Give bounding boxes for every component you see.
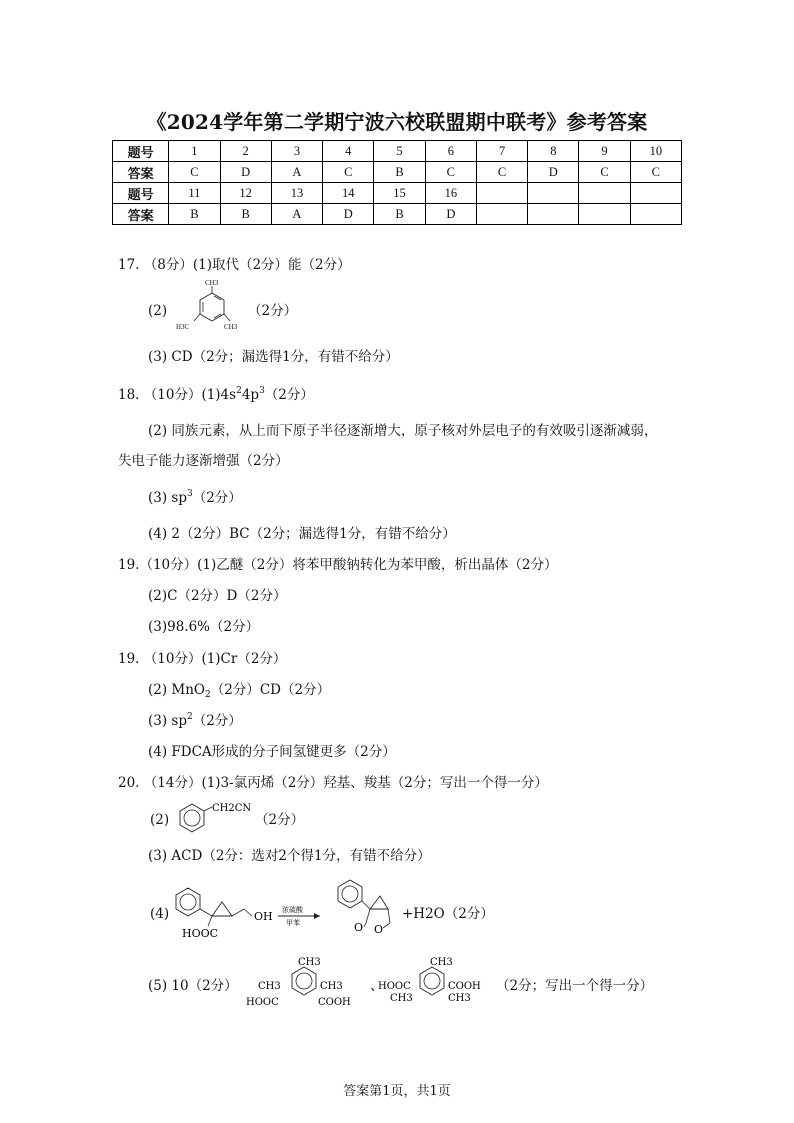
hydroxyl-label: OH <box>254 910 273 923</box>
page-title: 《2024学年第二学期宁波六校联盟期中联考》参考答案 <box>146 110 648 134</box>
q20-part4-water: +H2O（2分） <box>402 906 494 922</box>
cell <box>579 183 630 204</box>
cell: 14 <box>323 183 374 204</box>
page-footer: 答案第1页，共1页 <box>343 1084 451 1099</box>
cell <box>476 204 527 225</box>
cell: 12 <box>220 183 271 204</box>
cyano-group-label: CH2CN <box>212 803 252 814</box>
cell: C <box>476 162 527 183</box>
cell: B <box>169 204 220 225</box>
mesitylene-structure <box>172 276 250 336</box>
methyl-right: CH3 <box>224 323 238 331</box>
solvent-label: 甲苯 <box>286 919 300 927</box>
cell: D <box>528 162 579 183</box>
cell: D <box>220 162 271 183</box>
carbonyl-o-label: O <box>354 921 364 934</box>
q19b-part2: (2) MnO$_2$（2分）CD（2分） <box>148 682 331 700</box>
reagent-label: 浓硫酸 <box>282 906 303 914</box>
q19a-part2: (2)C（2分）D（2分） <box>148 588 287 604</box>
m1-bl: HOOC <box>246 997 279 1008</box>
q17-part3: (3) CD（2分；漏选得1分，有错不给分） <box>148 349 399 365</box>
q18-part2-cont: 失电子能力逐渐增强（2分） <box>118 453 289 469</box>
ring-o-label: O <box>374 923 384 936</box>
cell: A <box>271 162 322 183</box>
cell: 15 <box>374 183 425 204</box>
cell: B <box>374 204 425 225</box>
cell: 1 <box>169 141 220 162</box>
cell: 10 <box>630 141 681 162</box>
cell: 2 <box>220 141 271 162</box>
m1-ur: CH3 <box>320 981 343 992</box>
m2-ur: COOH <box>448 981 481 992</box>
q20-line1: 20. （14分）(1)3-氯丙烯（2分）羟基、羧基（2分；写出一个得一分） <box>118 775 548 791</box>
q17-line1: 17. （8分）(1)取代（2分）能（2分） <box>118 257 351 273</box>
isomer-structure-2 <box>378 955 498 1011</box>
cell: 3 <box>271 141 322 162</box>
q17-part2-label: (2) <box>148 303 168 319</box>
row-header: 题号 <box>113 183 169 204</box>
q18-part3: (3) $sp^3(2$分） <box>148 489 242 506</box>
cell: 16 <box>425 183 476 204</box>
cell <box>630 183 681 204</box>
q20-part5-sep: 、 <box>370 978 384 994</box>
carboxyl-label: HOOC <box>182 927 219 940</box>
cell: 9 <box>579 141 630 162</box>
q20-part5-note: （2分；写出一个得一分） <box>496 978 654 994</box>
cell: D <box>323 204 374 225</box>
m2-top: CH3 <box>430 957 453 968</box>
cell <box>630 204 681 225</box>
q19a-line1: 19.（10分）(1)乙醚（2分）将苯甲酸钠转化为苯甲酸，析出晶体（2分） <box>118 557 558 573</box>
q20-part2-score: （2分） <box>255 812 305 828</box>
m2-br: CH3 <box>448 993 471 1004</box>
cell: C <box>323 162 374 183</box>
q20-part4-label: (4) <box>150 906 170 922</box>
q20-part5-label: (5) 10（2分） <box>148 978 238 994</box>
cell: D <box>425 204 476 225</box>
q19b-line1: 19. （10分）(1)Cr（2分） <box>118 651 287 667</box>
answer-table <box>112 140 682 225</box>
m2-bl: CH3 <box>390 993 413 1004</box>
cell: C <box>579 162 630 183</box>
cell <box>579 204 630 225</box>
m1-ul: CH3 <box>258 981 281 992</box>
cell: A <box>271 204 322 225</box>
cell: 13 <box>271 183 322 204</box>
cell: 7 <box>476 141 527 162</box>
cell: 11 <box>169 183 220 204</box>
q17-part2-score: （2分） <box>248 303 298 319</box>
isomer-structure-1 <box>244 955 364 1011</box>
q20-part3: (3) ACD（2分：选对2个得1分，有错不给分） <box>148 848 431 864</box>
q19b-part3: (3) $sp^2(2$分） <box>148 712 242 729</box>
cell <box>528 204 579 225</box>
row-header: 答案 <box>113 162 169 183</box>
cell: 6 <box>425 141 476 162</box>
table-row <box>113 162 682 183</box>
cell: 8 <box>528 141 579 162</box>
cell: 4 <box>323 141 374 162</box>
cell: C <box>425 162 476 183</box>
m1-br: COOH <box>318 997 351 1008</box>
q20-part2-label: (2) <box>150 812 170 828</box>
cell: 5 <box>374 141 425 162</box>
table-row <box>113 204 682 225</box>
methyl-top: CH3 <box>205 279 219 287</box>
methyl-left: H3C <box>176 323 190 331</box>
row-header: 题号 <box>113 141 169 162</box>
table-row <box>113 183 682 204</box>
cell: B <box>220 204 271 225</box>
cell <box>528 183 579 204</box>
cell: C <box>630 162 681 183</box>
q18-part2: (2) 同族元素，从上而下原子半径逐渐增大，原子核对外层电子的有效吸引逐渐减弱， <box>148 423 658 439</box>
cell <box>476 183 527 204</box>
q19b-part4: (4) FDCA形成的分子间氢键更多（2分） <box>148 744 396 760</box>
m1-top: CH3 <box>298 957 321 968</box>
cell: C <box>169 162 220 183</box>
table-row <box>113 141 682 162</box>
q18-part4: (4) 2（2分）BC（2分；漏选得1分，有错不给分） <box>148 526 456 542</box>
q18-line1: 18. （10分）$(1)4s^24p^3(2$分） <box>118 386 314 403</box>
benzyl-cyanide-structure <box>174 800 256 836</box>
row-header: 答案 <box>113 204 169 225</box>
cell: B <box>374 162 425 183</box>
m2-ul: HOOC <box>378 981 411 992</box>
q19a-part3: (3)98.6%（2分） <box>148 619 260 635</box>
